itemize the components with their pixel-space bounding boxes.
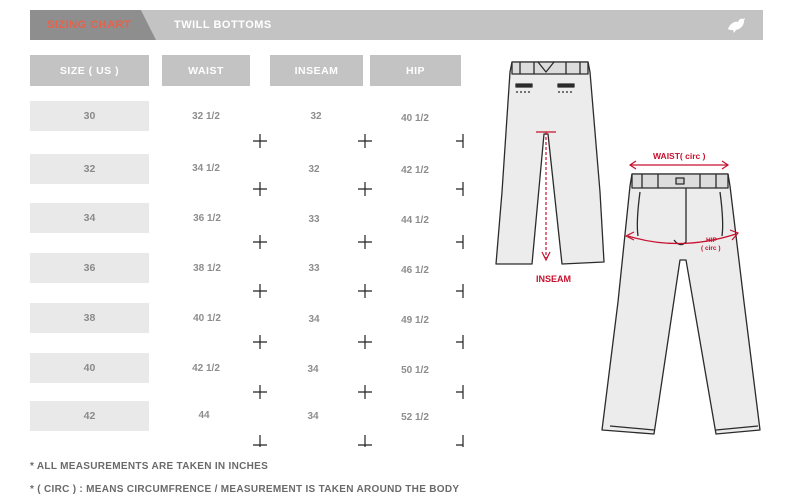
hip-label: HIP [706,237,717,244]
page-title: TWILL BOTTOMS [174,19,272,31]
cross-mark [252,181,268,197]
end-mark [357,432,373,448]
cross-mark [357,334,373,350]
column-header-waist: WAIST [162,55,250,86]
inseam-value: 33 [308,263,320,274]
cross-mark [357,133,373,149]
end-tick-mark [455,432,471,448]
hip-value: 40 1/2 [401,113,429,124]
footnote-inches: * ALL MEASUREMENTS ARE TAKEN IN INCHES [30,461,269,472]
cross-mark [357,283,373,299]
tick-mark [455,384,471,400]
tick-mark [455,181,471,197]
cross-mark [252,283,268,299]
column-header-inseam: INSEAM [270,55,363,86]
inseam-value: 34 [308,314,320,325]
tick-mark [455,133,471,149]
hip-value: 49 1/2 [401,315,429,326]
size-cell: 30 [30,101,149,131]
hip-label-sub: ( circ ) [701,245,721,252]
waist-value: 42 1/2 [192,363,220,374]
inseam-value: 34 [307,364,319,375]
hip-value: 44 1/2 [401,215,429,226]
inseam-value: 33 [308,214,320,225]
size-cell: 36 [30,253,149,283]
footnote-circumference: * ( CIRC ) : MEANS CIRCUMFRENCE / MEASUREMENT IS TAKEN AROUND THE BODY [30,484,460,495]
inseam-value: 34 [307,411,319,422]
cross-mark [252,133,268,149]
bird-icon [725,15,747,35]
waist-value: 32 1/2 [192,111,220,122]
hip-value: 52 1/2 [401,412,429,423]
end-mark [252,432,268,448]
waist-value: 44 [198,410,210,421]
column-header-size: SIZE ( US ) [30,55,149,86]
hip-value: 42 1/2 [401,165,429,176]
cross-mark [252,234,268,250]
waist-value: 40 1/2 [193,313,221,324]
size-cell: 40 [30,353,149,383]
size-cell: 38 [30,303,149,333]
tick-mark [455,283,471,299]
cross-mark [252,384,268,400]
cross-mark [357,384,373,400]
pants-front-view [602,174,760,434]
tick-mark [455,234,471,250]
waist-value: 36 1/2 [193,213,221,224]
size-cell: 32 [30,154,149,184]
column-header-hip: HIP [370,55,461,86]
hip-value: 50 1/2 [401,365,429,376]
inseam-value: 32 [310,111,322,122]
size-cell: 42 [30,401,149,431]
waist-value: 34 1/2 [192,163,220,174]
waist-label: WAIST( circ ) [653,151,706,161]
pants-back-view [496,62,604,264]
cross-mark [357,234,373,250]
hip-value: 46 1/2 [401,265,429,276]
tick-mark [455,334,471,350]
waist-value: 38 1/2 [193,263,221,274]
cross-mark [357,181,373,197]
inseam-value: 32 [308,164,320,175]
inseam-label: INSEAM [536,274,572,284]
cross-mark [252,334,268,350]
pants-diagram [490,52,780,447]
size-cell: 34 [30,203,149,233]
sizing-chart-tab-label[interactable]: SIZING CHART [47,19,132,31]
